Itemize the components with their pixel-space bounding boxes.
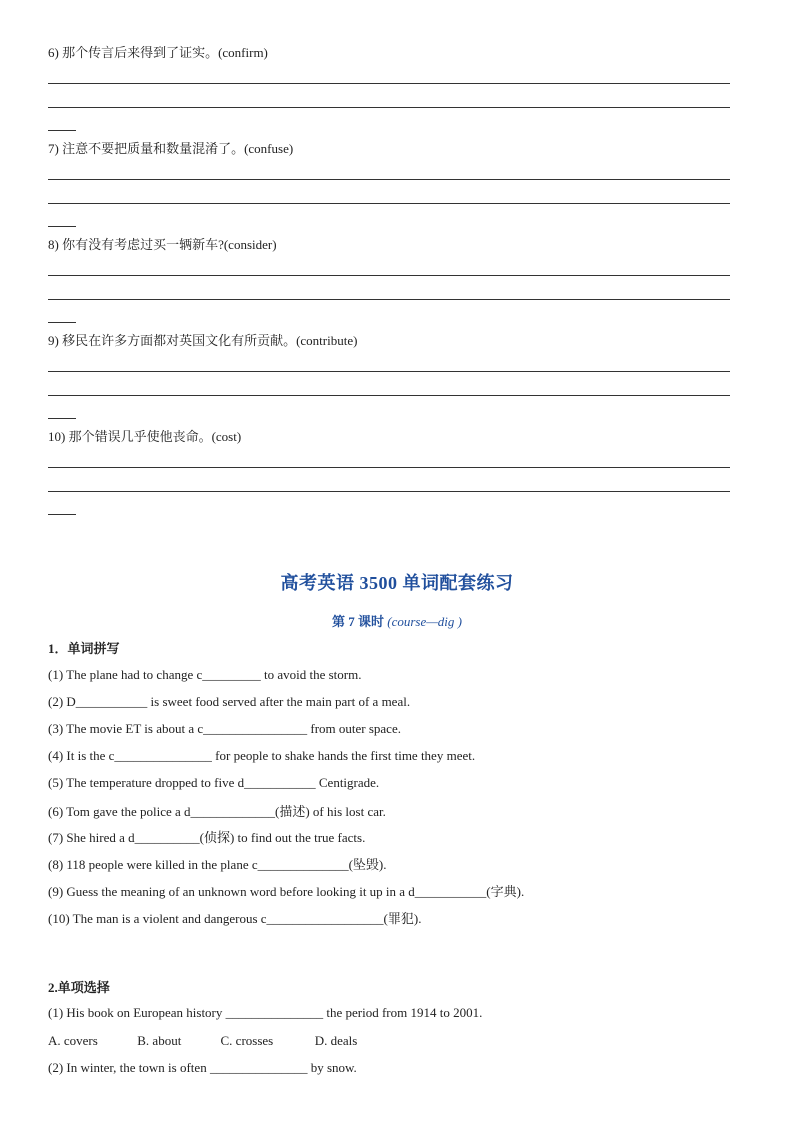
option-a: A. covers: [48, 1033, 98, 1048]
lesson-label: 第 7 课时: [331, 614, 384, 629]
spelling-item: (3) The movie ET is about a c________________ from outer space.: [48, 721, 401, 736]
choice-question-1: (1) His book on European history _______________ the period from 1914 to 2001.: [48, 1005, 483, 1020]
answer-line: [48, 179, 730, 180]
answer-line: [48, 371, 730, 372]
translation-item-8: 8) 你有没有考虑过买一辆新车?(consider): [48, 237, 277, 252]
translation-item-10: 10) 那个错误几乎使他丧命。(cost): [48, 429, 242, 444]
translation-item-7: 7) 注意不要把质量和数量混淆了。(confuse): [48, 141, 294, 156]
answer-line: [48, 491, 730, 492]
spelling-item: (4) It is the c_______________ for people to shake hands the first time they meet.: [48, 748, 476, 763]
answer-line: [48, 203, 730, 204]
answer-line: [48, 275, 730, 276]
choice-options: [48, 1033, 357, 1049]
spelling-item: (2) D___________ is sweet food served after the main part of a meal.: [48, 694, 411, 709]
answer-line: [48, 83, 730, 84]
spelling-item: (5) The temperature dropped to five d___________ Centigrade.: [48, 775, 380, 790]
answer-line: [48, 467, 730, 468]
option-c: C. crosses: [220, 1033, 274, 1048]
option-b: B. about: [137, 1033, 182, 1048]
translation-item-6: 6) 那个传言后来得到了证实。(confirm): [48, 45, 268, 60]
spelling-item: (9) Guess the meaning of an unknown word before looking it up in a d___________(字典).: [48, 884, 525, 899]
answer-line-tail: [48, 418, 76, 419]
spelling-item: (7) She hired a d__________(侦探) to find out the true facts.: [48, 830, 366, 845]
spelling-item: (1) The plane had to change c_________ to avoid the storm.: [48, 667, 362, 682]
option-d: D. deals: [314, 1033, 358, 1048]
choice-question-2: (2) In winter, the town is often _______________ by snow.: [48, 1060, 357, 1075]
lesson-range: (course—dig ): [387, 614, 462, 629]
translation-item-9: 9) 移民在许多方面都对英国文化有所贡献。(contribute): [48, 333, 358, 348]
answer-line: [48, 395, 730, 396]
part1-heading: 1．单词拼写: [48, 641, 120, 656]
answer-line-tail: [48, 130, 76, 131]
answer-line-tail: [48, 322, 76, 323]
answer-line: [48, 107, 730, 108]
section-title: 高考英语 3500 单词配套练习: [280, 573, 514, 593]
answer-line-tail: [48, 514, 76, 515]
spelling-item: (6) Tom gave the police a d_____________(描述) of his lost car.: [48, 804, 386, 819]
answer-line: [48, 299, 730, 300]
answer-line-tail: [48, 226, 76, 227]
spelling-item: (10) The man is a violent and dangerous c__________________(罪犯).: [48, 911, 422, 926]
lesson-subtitle: [0, 611, 794, 630]
spelling-item: (8) 118 people were killed in the plane c______________(坠毁).: [48, 857, 387, 872]
part2-heading: 2.单项选择: [48, 980, 110, 995]
